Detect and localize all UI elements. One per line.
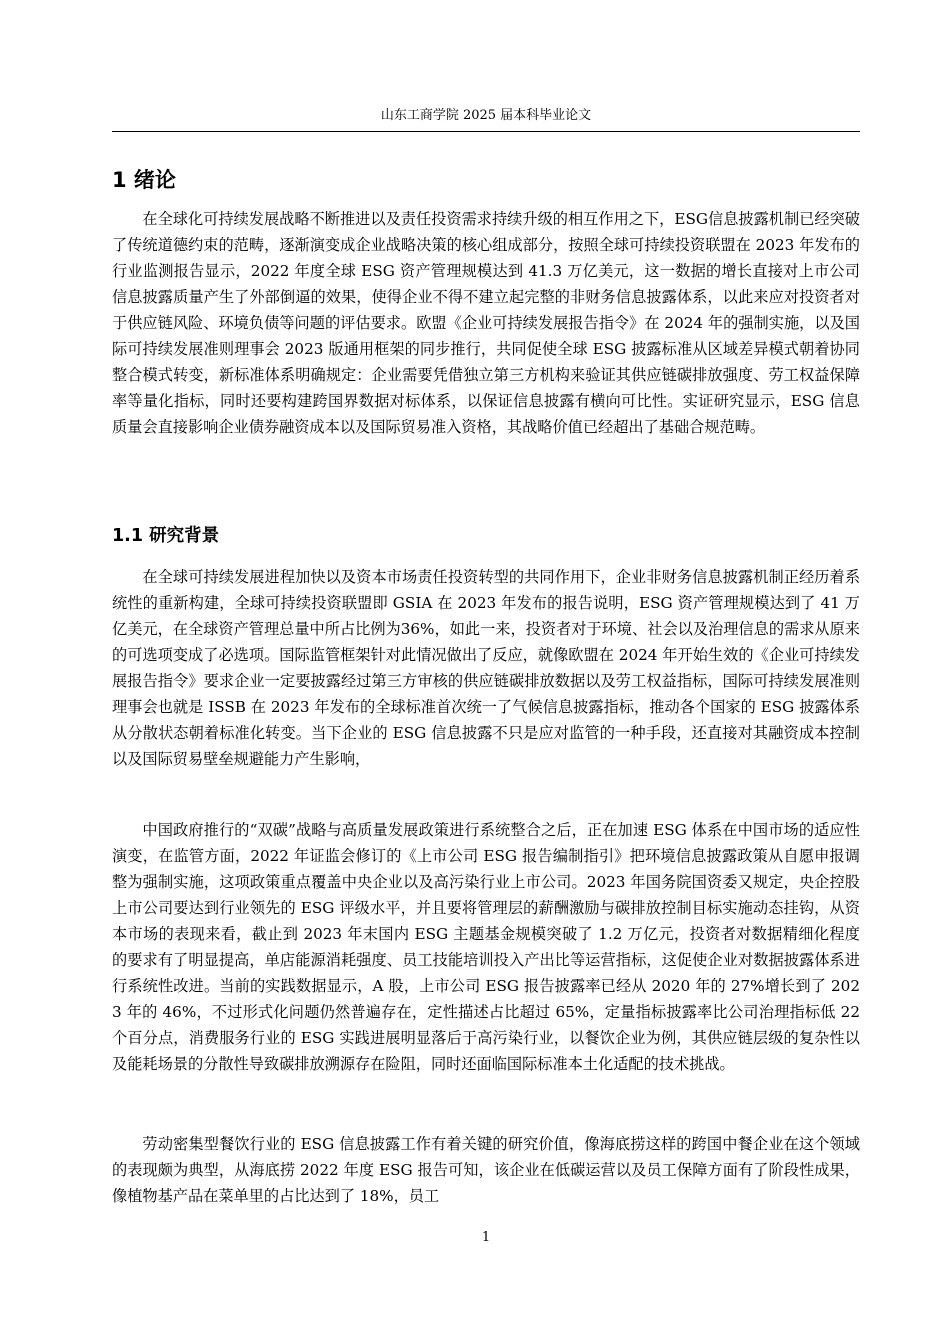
chapter-title: 1 绪论 xyxy=(112,168,176,192)
body-paragraph: 在全球可持续发展进程加快以及资本市场责任投资转型的共同作用下，企业非财务信息披露机制正经历着系统性的重新构建，全球可持续投资联盟即 GSIA 在 2023 年发布的报告说明，ESG 资产管理规模达到了 41 万亿美元，在全球资产管理总量中所占比例为36%，如此一来，投资者对于环境、社会以及治理信息的需求从原来的可选项变成了必选项。国际监管框架针对此情况做出了反应，就像欧盟在 2024 年开始生效的《企业可持续发展报告指令》要求企业一定要披露经过第三方审核的供应链碳排放数据以及劳工权益指标，国际可持续发展准则理事会也就是 ISSB 在 2023 年发布的全球标准首次统一了气候信息披露指标，推动各个国家的 ESG 披露体系从分散状态朝着标准化转变。当下企业的 ESG 信息披露不只是应对监管的一种手段，还直接对其融资成本控制以及国际贸易壁垒规避能力产生影响， xyxy=(112,568,860,768)
body-paragraph: 中国政府推行的“双碳”战略与高质量发展政策进行系统整合之后，正在加速 ESG 体系在中国市场的适应性演变，在监管方面，2022 年证监会修订的《上市公司 ESG 报告编制指引》把环境信息披露政策从自愿申报调整为强制实施，这项政策重点覆盖中央企业以及高污染行业上市公司。2023 年国务院国资委又规定，央企控股上市公司要达到行业领先的 ESG 评级水平，并且要将管理层的薪酬激励与碳排放控制目标实施动态挂钩，从资本市场的表现来看，截止到 2023 年末国内 ESG 主题基金规模突破了 1.2 万亿元，投资者对数据精细化程度的要求有了明显提高，单店能源消耗强度、员工技能培训投入产出比等运营指标，这促使企业对数据披露体系进行系统性改进。当前的实践数据显示，A 股，上市公司 ESG 报告披露率已经从 2020 年的 27%增长到了 2023 年的 46%，不过形式化问题仍然普遍存在，定性描述占比超过 65%，定量指标披露率比公司治理指标低 22 个百分点，消费服务行业的 ESG 实践进展明显落后于高污染行业，以餐饮企业为例，其供应链层级的复杂性以及能耗场景的分散性导致碳排放溯源存在险阻，同时还面临国际标准本土化适配的技术挑战。 xyxy=(112,821,860,1073)
running-header: 山东工商学院 2025 届本科毕业论文 xyxy=(380,108,592,123)
section-title: 1.1 研究背景 xyxy=(112,526,220,546)
intro-paragraph: 在全球化可持续发展战略不断推进以及责任投资需求持续升级的相互作用之下，ESG信息披露机制已经突破了传统道德约束的范畴，逐渐演变成企业战略决策的核心组成部分，按照全球可持续投资联盟在 2023 年发布的行业监测报告显示，2022 年度全球 ESG 资产管理规模达到 41.3 万亿美元，这一数据的增长直接对上市公司信息披露质量产生了外部倒逼的效果，使得企业不得不建立起完整的非财务信息披露体系，以此来应对投资者对于供应链风险、环境负债等问题的评估要求。欧盟《企业可持续发展报告指令》在 2024 年的强制实施，以及国际可持续发展准则理事会 2023 版通用框架的同步推行，共同促使全球 ESG 披露标准从区域差异模式朝着协同整合模式转变，新标准体系明确规定：企业需要凭借独立第三方机构来验证其供应链碳排放强度、劳工权益保障率等量化指标，同时还要构建跨国界数据对标体系，以保证信息披露有横向可比性。实证研究显示，ESG 信息质量会直接影响企业债券融资成本以及国际贸易准入资格，其战略价值已经超出了基础合规范畴。 xyxy=(112,210,860,436)
body-paragraph: 劳动密集型餐饮行业的 ESG 信息披露工作有着关键的研究价值，像海底捞这样的跨国中餐企业在这个领域的表现颇为典型，从海底捞 2022 年度 ESG 报告可知，该企业在低碳运营以及员工保障方面有了阶段性成果，像植物基产品在菜单里的占比达到了 18%，员工 xyxy=(112,1135,860,1205)
header-rule xyxy=(112,131,860,132)
page-number: 1 xyxy=(481,1230,491,1245)
